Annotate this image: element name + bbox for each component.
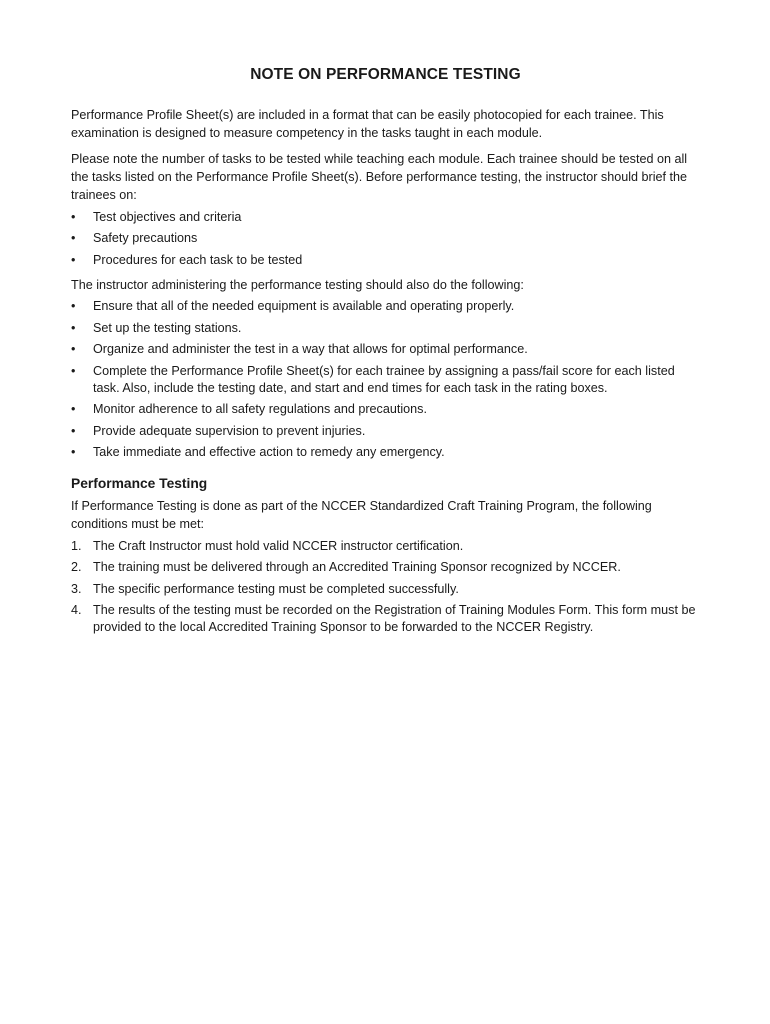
tasks-paragraph: Please note the number of tasks to be tested while teaching each module. Each trainee should be tested on all the tasks listed on the Performance Profile Sheet(s). Before performance testing, the instructor should brief the trainees on: — [71, 152, 688, 202]
bullet-marker: • — [71, 299, 76, 313]
instructor-list — [71, 298, 700, 461]
list-item — [71, 538, 700, 555]
list-item — [71, 230, 700, 247]
conditions-paragraph: If Performance Testing is done as part of the NCCER Standardized Craft Training Program, the following conditions must be met: — [71, 499, 652, 531]
list-number: 2. — [71, 560, 82, 574]
list-item — [71, 581, 700, 598]
section-heading: Performance Testing — [71, 476, 208, 491]
list-item — [71, 252, 700, 269]
bullet-marker: • — [71, 423, 76, 438]
brief-list — [71, 209, 700, 269]
list-item-text: Procedures for each task to be tested — [93, 252, 303, 267]
list-item-text: Safety precautions — [93, 231, 198, 245]
list-item-text: The Craft Instructor must hold valid NCCER instructor certification. — [93, 538, 464, 553]
bullet-marker: • — [71, 231, 76, 245]
bullet-marker: • — [71, 402, 76, 416]
list-item-text: The training must be delivered through an Accredited Training Sponsor recognized by NCCER. — [93, 560, 621, 574]
list-item — [71, 444, 700, 461]
list-item-text: Ensure that all of the needed equipment is available and operating properly. — [93, 299, 515, 313]
list-item — [71, 401, 700, 418]
page-title: NOTE ON PERFORMANCE TESTING — [250, 66, 521, 83]
intro-paragraph: Performance Profile Sheet(s) are included in a format that can be easily photocopied for each trainee. This examination is designed to measure competency in the tasks taught in each module. — [71, 108, 664, 140]
list-number: 3. — [71, 581, 82, 596]
bullet-marker: • — [71, 320, 76, 335]
list-item — [71, 320, 700, 337]
bullet-marker: • — [71, 342, 76, 356]
conditions-list — [71, 538, 700, 637]
list-item — [71, 298, 700, 315]
list-item — [71, 363, 700, 397]
list-item-text: Provide adequate supervision to prevent injuries. — [93, 423, 366, 438]
list-item-text: Take immediate and effective action to remedy any emergency. — [93, 445, 445, 459]
list-item — [71, 559, 700, 576]
list-item-text: Monitor adherence to all safety regulations and precautions. — [93, 402, 427, 416]
list-item-text: The results of the testing must be recorded on the Registration of Training Modules Form. This form must be provided to the local Accredited Training Sponsor to be forwarded to the NCCER Registry. — [93, 603, 696, 634]
instructor-paragraph: The instructor administering the performance testing should also do the following: — [71, 277, 524, 292]
bullet-marker: • — [71, 209, 76, 224]
list-item-text: Set up the testing stations. — [93, 320, 242, 335]
list-number: 4. — [71, 603, 82, 617]
list-item-text: Organize and administer the test in a way that allows for optimal performance. — [93, 342, 528, 356]
list-item — [71, 602, 700, 636]
list-item-text: Test objectives and criteria — [93, 209, 242, 224]
bullet-marker: • — [71, 252, 76, 267]
list-item-text: Complete the Performance Profile Sheet(s) for each trainee by assigning a pass/fail score for each listed task. Also, include the testing date, and start and end times for each task in the rating boxes. — [93, 363, 675, 395]
bullet-marker: • — [71, 363, 76, 378]
bullet-marker: • — [71, 445, 76, 459]
list-item — [71, 209, 700, 226]
list-item-text: The specific performance testing must be completed successfully. — [93, 581, 459, 596]
list-item — [71, 341, 700, 358]
list-item — [71, 423, 700, 440]
list-number: 1. — [71, 538, 82, 553]
